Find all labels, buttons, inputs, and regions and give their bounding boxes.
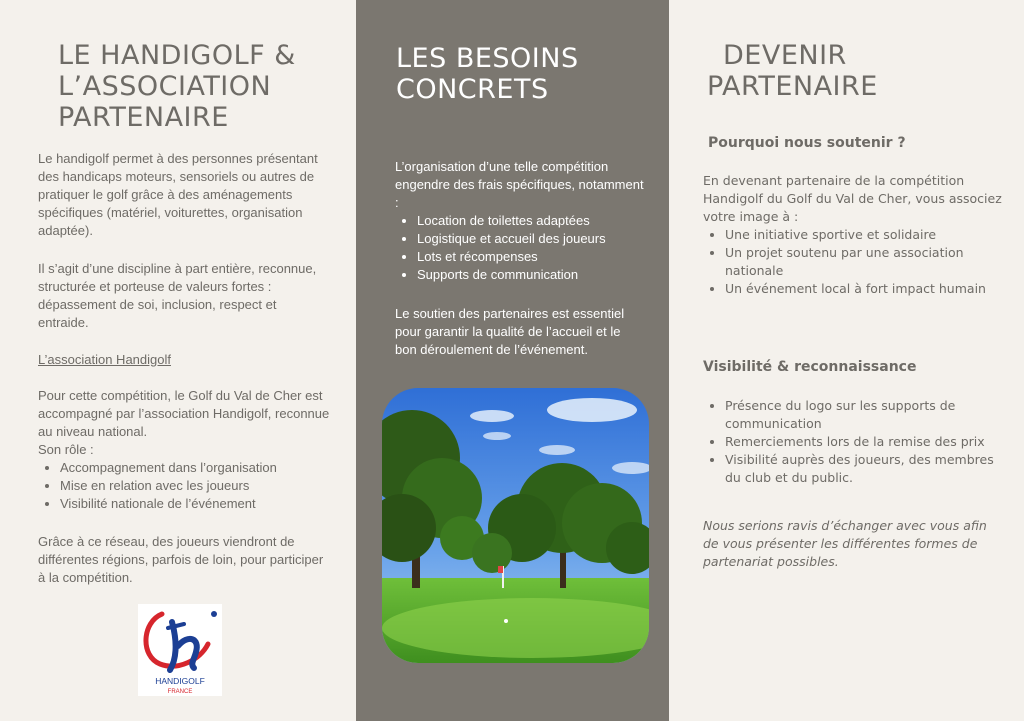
- logo-text: HANDIGOLF: [155, 676, 205, 686]
- golf-course-photo: [382, 388, 649, 663]
- handigolf-logo-icon: [138, 604, 222, 696]
- title-line: LES BESOINS: [396, 43, 579, 74]
- list-item: • Logistique et accueil des joueurs: [417, 230, 645, 248]
- network-paragraph: Grâce à ce réseau, des joueurs viendront de différentes régions, parfois de loin, pour participer à la compétition.: [38, 534, 324, 585]
- why-block: [703, 172, 1003, 298]
- title-line: PARTENAIRE: [707, 71, 878, 102]
- title-line: L’ASSOCIATION: [58, 71, 272, 102]
- visibility-block: [703, 397, 1003, 487]
- closing-paragraph: Nous serions ravis d’échanger avec vous afin de vous présenter les différentes formes de partenariat possibles.: [703, 518, 987, 569]
- role-label: Son rôle :: [38, 442, 94, 457]
- support-paragraph: Le soutien des partenaires est essentiel pour garantir la qualité de l’accueil et le bon déroulement de l’événement.: [395, 306, 625, 357]
- title-line: CONCRETS: [396, 74, 549, 105]
- list-item: • Supports de communication: [417, 266, 645, 284]
- list-item: • Accompagnement dans l’organisation: [60, 459, 330, 477]
- panel-title: [396, 43, 579, 105]
- roles-list: [38, 459, 330, 513]
- panel-title: [707, 40, 878, 102]
- why-support-heading: Pourquoi nous soutenir ?: [708, 135, 906, 151]
- association-block: [38, 387, 330, 513]
- list-item: • Visibilité auprès des joueurs, des membres du club et du public.: [725, 451, 1003, 487]
- visibility-list: [703, 397, 1003, 487]
- needs-intro: L’organisation d’une telle compétition engendre des frais spécifiques, notamment :: [395, 159, 644, 210]
- title-line: PARTENAIRE: [58, 102, 229, 133]
- list-item: • Remerciements lors de la remise des prix: [725, 433, 1003, 451]
- why-intro: En devenant partenaire de la compétition Handigolf du Golf du Val de Cher, vous associez votre image à :: [703, 173, 1002, 224]
- panel-title: [58, 40, 296, 133]
- list-item: • Visibilité nationale de l’événement: [60, 495, 330, 513]
- title-line: DEVENIR: [723, 40, 847, 71]
- values-paragraph: Il s’agit d’une discipline à part entière, reconnue, structurée et porteuse de valeurs fortes : dépassement de soi, inclusion, respect et entraide.: [38, 261, 317, 330]
- list-item: • Location de toilettes adaptées: [417, 212, 645, 230]
- list-item: • Mise en relation avec les joueurs: [60, 477, 330, 495]
- association-paragraph: Pour cette compétition, le Golf du Val de Cher est accompagné par l’association Handigolf, reconnue au niveau national.: [38, 388, 330, 439]
- association-heading: L’association Handigolf: [38, 352, 171, 367]
- needs-list: [395, 212, 645, 284]
- list-item: • Lots et récompenses: [417, 248, 645, 266]
- golf-course-image: [382, 388, 649, 663]
- panel-partner: [669, 0, 1024, 721]
- panel-needs: [356, 0, 669, 721]
- handigolf-logo: [138, 604, 222, 696]
- intro-paragraph: Le handigolf permet à des personnes présentant des handicaps moteurs, sensoriels ou autres de pratiquer le golf grâce à des aménagements spécifiques (matériel, voiturettes, organisation adaptée).: [38, 151, 318, 238]
- panel-handigolf: [0, 0, 356, 721]
- list-item: • Un événement local à fort impact humain: [725, 280, 1003, 298]
- logo-subtext: FRANCE: [167, 689, 193, 695]
- list-item: • Une initiative sportive et solidaire: [725, 226, 1003, 244]
- needs-block: [395, 158, 645, 284]
- list-item: • Présence du logo sur les supports de communication: [725, 397, 1003, 433]
- why-list: [703, 226, 1003, 298]
- title-line: LE HANDIGOLF &: [58, 40, 296, 71]
- visibility-heading: Visibilité & reconnaissance: [703, 359, 917, 375]
- list-item: • Un projet soutenu par une association nationale: [725, 244, 1003, 280]
